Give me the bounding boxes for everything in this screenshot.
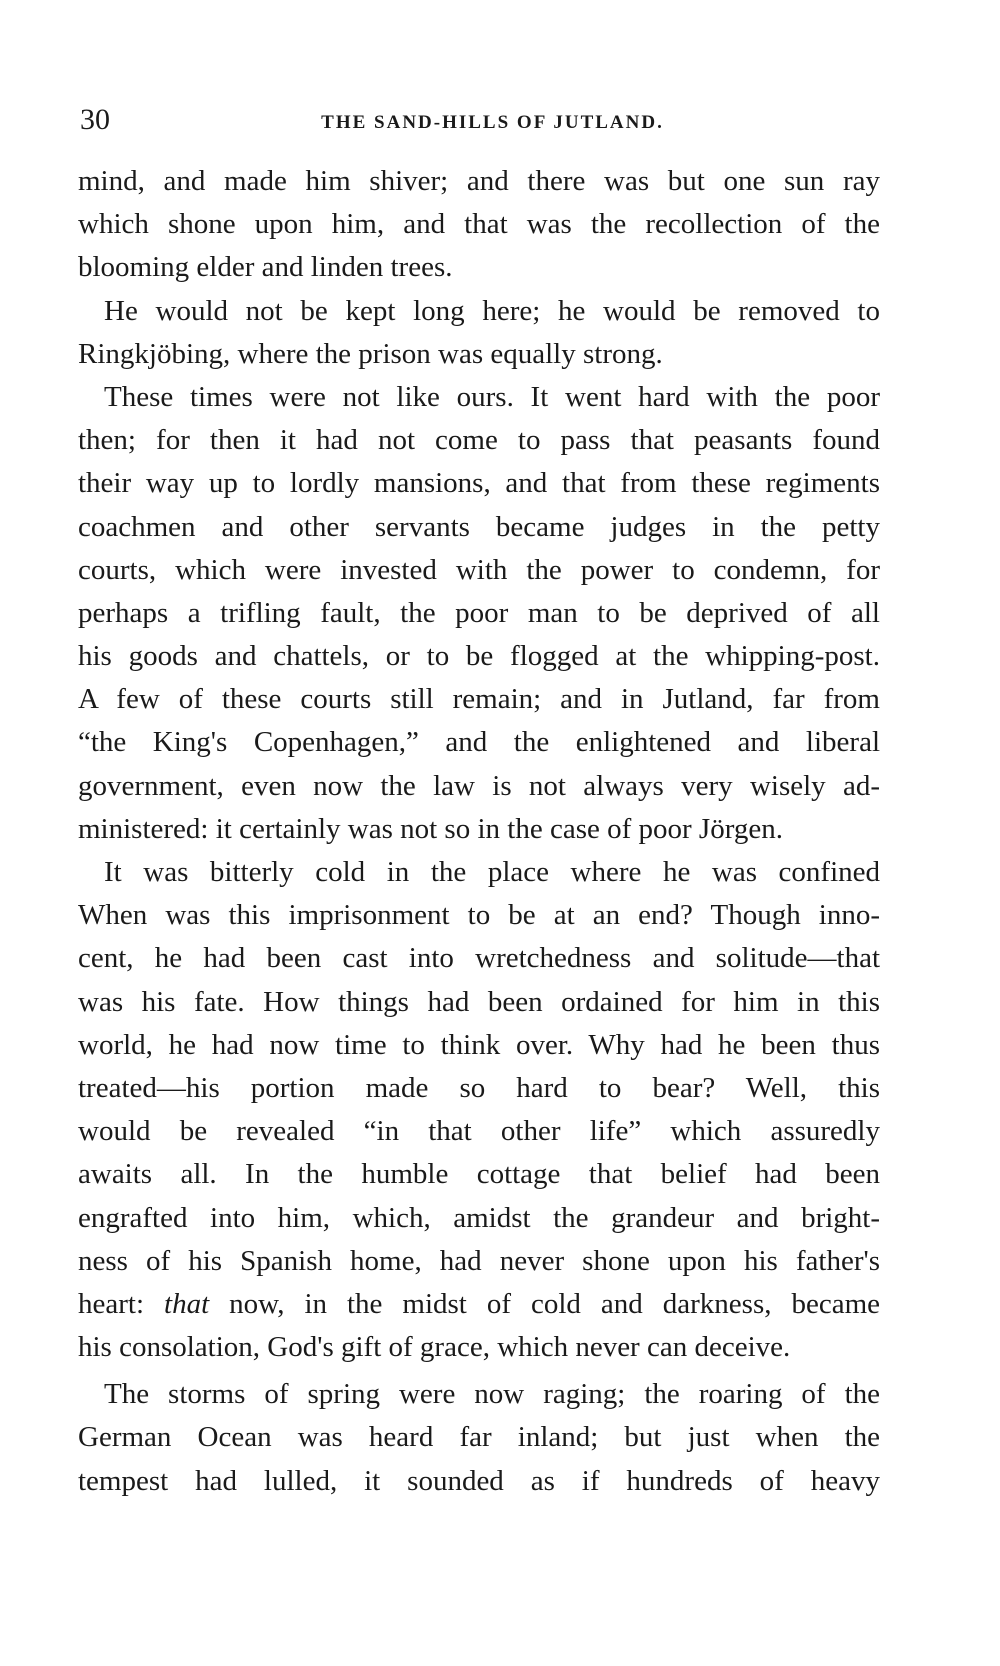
text-line: ness of his Spanish home, had never shone upon his father's [78,1244,880,1277]
body-text [78,160,880,1503]
text-line: treated—his portion made so hard to bear? Well, this [78,1071,880,1104]
text-line: which shone upon him, and that was the recollection of the [78,208,880,241]
line-prefix: heart: [78,1287,145,1320]
page-number: 30 [80,103,110,136]
text-line: their way up to lordly mansions, and that from these regiments [78,467,880,500]
text-line: When was this imprisonment to be at an end? Though inno- [78,899,880,932]
text-line: German Ocean was heard far inland; but just when the [78,1421,880,1454]
text-line: would be revealed “in that other life” which assuredly [78,1115,880,1148]
text-line: “the King's Copenhagen,” and the enlightened and liberal [78,726,880,759]
text-line: blooming elder and linden trees. [78,251,453,284]
text-line: These times were not like ours. It went hard with the poor [104,380,880,413]
text-line: coachmen and other servants became judges in the petty [78,510,880,543]
text-line: courts, which were invested with the power to condemn, for [78,553,880,586]
text-line: world, he had now time to think over. Why had he been thus [78,1028,880,1061]
text-line: mind, and made him shiver; and there was but one sun ray [78,165,880,197]
text-line: then; for then it had not come to pass that peasants found [78,424,880,457]
text-line: government, even now the law is not always very wisely ad- [78,769,880,802]
paragraph-4 [78,851,880,1369]
paragraph-3 [78,376,880,851]
text-line: his consolation, God's gift of grace, which never can deceive. [78,1331,791,1364]
text-line: engrafted into him, which, amidst the grandeur and bright- [78,1201,880,1234]
text-line: was his fate. How things had been ordained for him in this [78,985,880,1018]
text-line: his goods and chattels, or to be flogged at the whipping-post. [78,640,880,673]
text-line: He would not be kept long here; he would be removed to [104,294,880,327]
paragraph-2 [78,290,880,376]
text-line: Ringkjöbing, where the prison was equally strong. [78,337,663,370]
text-line: cent, he had been cast into wretchedness and solitude—that [78,942,880,975]
emphasized-word: that [164,1287,210,1320]
line-rest: now, in the midst of cold and darkness, became [229,1287,881,1320]
running-title: THE SAND-HILLS OF JUTLAND. [321,112,664,133]
text-line: tempest had lulled, it sounded as if hundreds of heavy [78,1464,880,1497]
text-line-emphasis [78,1283,880,1326]
paragraph-5 [78,1373,880,1503]
text-line: A few of these courts still remain; and in Jutland, far from [78,683,880,716]
text-line: awaits all. In the humble cottage that belief had been [78,1158,880,1191]
running-head [80,100,880,140]
text-line: perhaps a trifling fault, the poor man to be deprived of all [78,596,880,629]
text-line: The storms of spring were now raging; the roaring of the [104,1378,880,1411]
text-line: ministered: it certainly was not so in the case of poor Jörgen. [78,812,783,845]
text-line: It was bitterly cold in the place where he was confined [104,856,880,888]
paragraph-1 [78,160,880,290]
